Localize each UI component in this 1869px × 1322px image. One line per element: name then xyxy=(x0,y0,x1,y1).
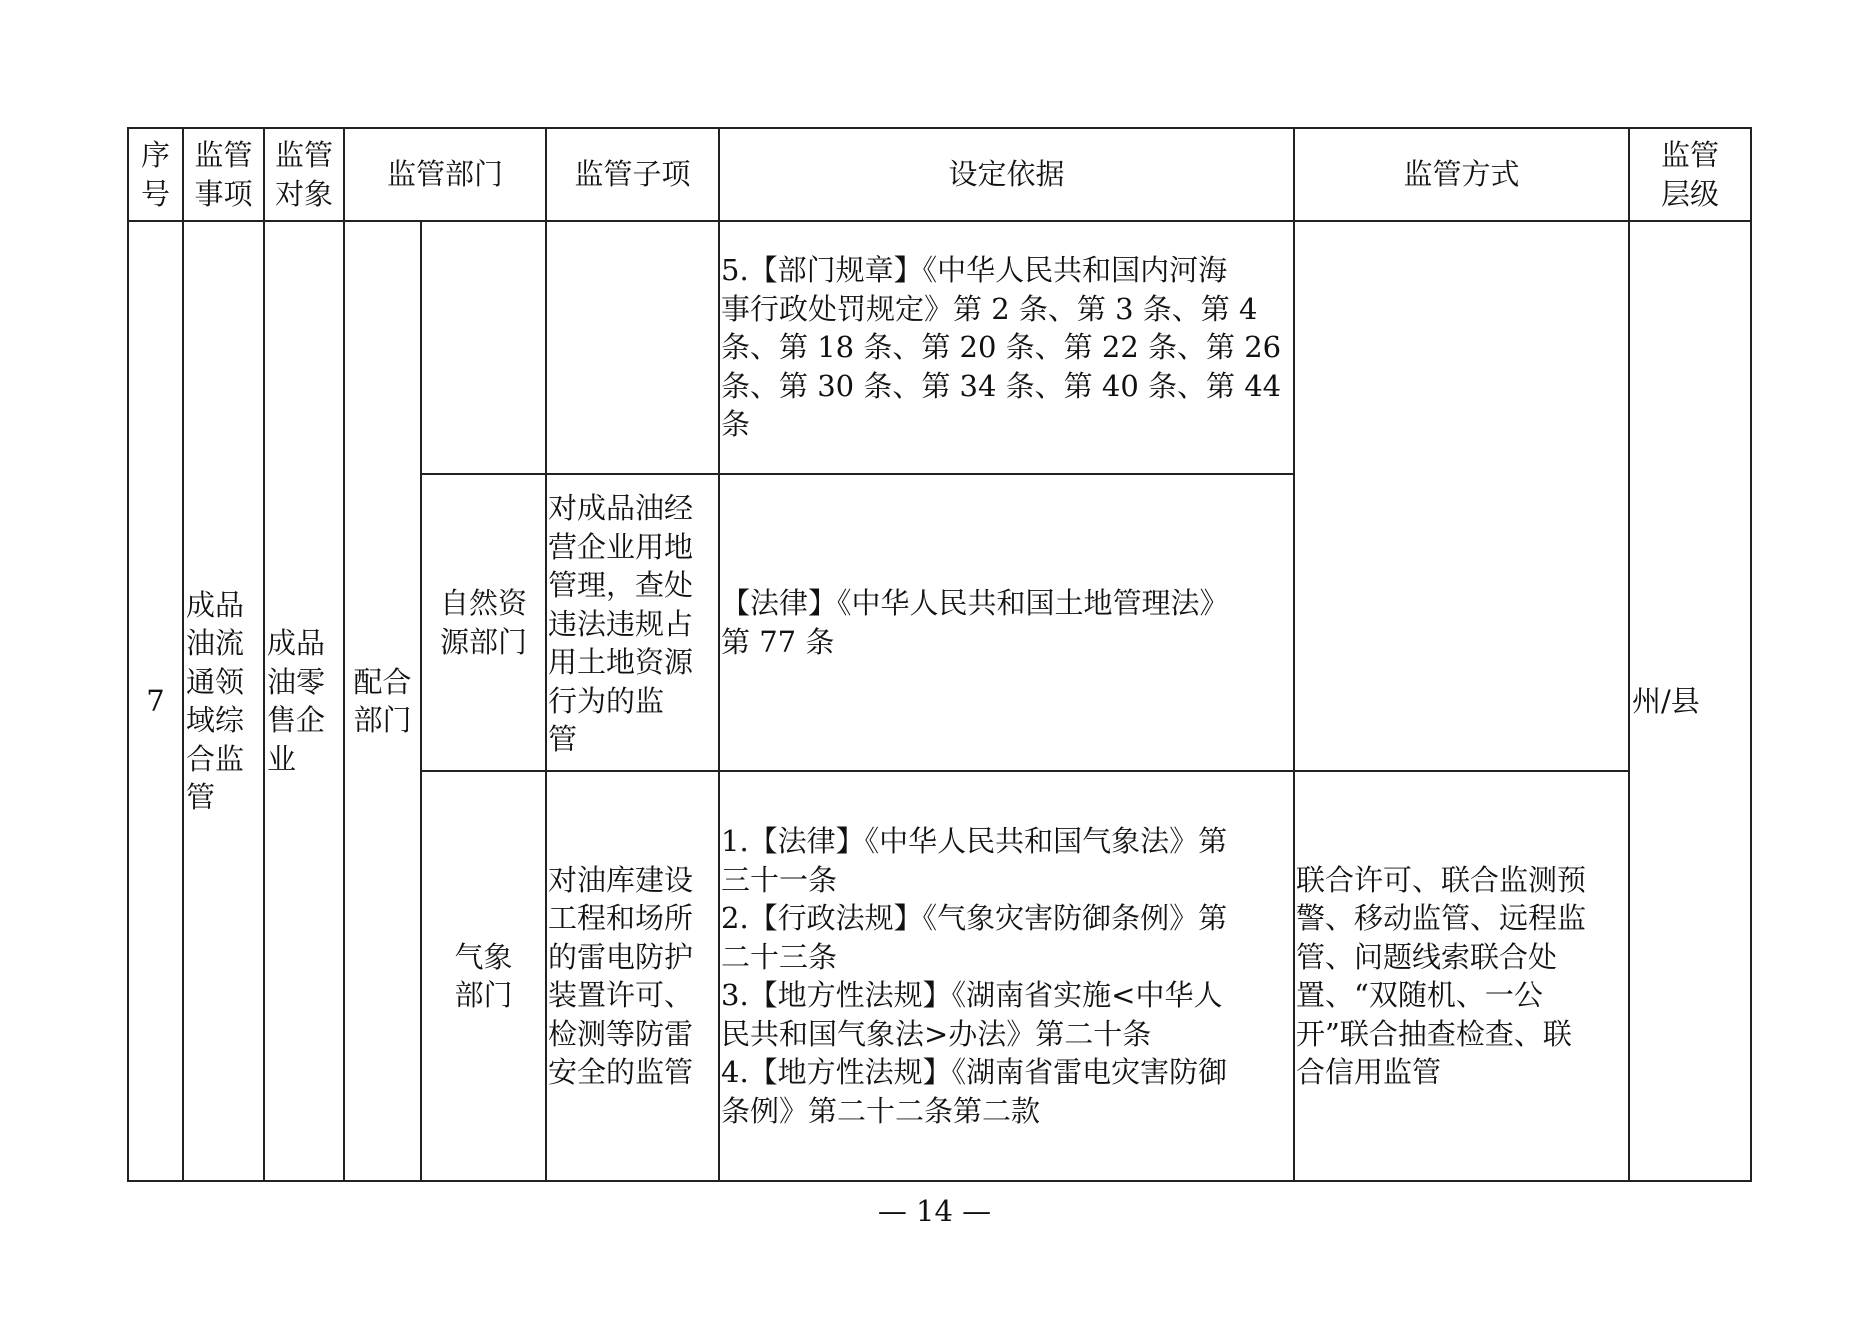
header-basis: 设定依据 xyxy=(948,157,1065,192)
header-level: 监管 层级 xyxy=(1660,138,1719,211)
subrow-1-basis: 5.【部门规章】《中华人民共和国内河海 事行政处罚规定》第 2 条、第 3 条、第 4 条、第 18 条、第 20 条、第 22 条、第 26 条、第 30 条、第 34 条、第 40 条、第 44 条 xyxy=(721,253,1282,441)
row-dept-role xyxy=(345,222,420,1180)
subrow-2-subitem: 对成品油经 营企业用地 管理，查处 违法违规占 用土地资源 行为的监 管 xyxy=(548,491,694,756)
subrow-3-dept xyxy=(422,772,545,1180)
row-item-text: 成品 油流 通领 域综 合监 管 xyxy=(186,587,245,814)
header-object: 监管 对象 xyxy=(274,138,333,211)
header-seq: 序 号 xyxy=(140,138,170,211)
row-item xyxy=(184,222,263,1180)
subrow-3-basis xyxy=(720,772,1293,1180)
row-object xyxy=(265,222,343,1180)
subrow-3-dept-text: 气象 部门 xyxy=(454,939,513,1012)
subrow-1-dept xyxy=(422,222,545,473)
row-dept-role-text: 配合 部门 xyxy=(353,664,412,737)
row-level xyxy=(1630,222,1750,1180)
row-method xyxy=(1295,772,1628,1180)
subrow-3-subitem xyxy=(547,772,718,1180)
grid-line xyxy=(1750,127,1752,1182)
subrow-2-dept-text: 自然资 源部门 xyxy=(439,586,527,659)
header-dept: 监管部门 xyxy=(386,157,503,192)
row-object-text: 成品 油零 售企 业 xyxy=(267,626,326,776)
subrow-2-basis xyxy=(720,475,1293,770)
subrow-1-subitem xyxy=(547,222,718,473)
row-seq xyxy=(129,222,182,1180)
subrow-3-subitem-text: 对油库建设 工程和场所 的雷电防护 装置许可、 检测等防雷 安全的监管 xyxy=(548,862,694,1089)
row-level-text: 州/县 xyxy=(1632,683,1700,718)
subrow-3-basis-text: 1.【法律】《中华人民共和国气象法》第 三十一条 2.【行政法规】《气象灾害防御条例》第 二十三条 3.【地方性法规】《湖南省实施<中华人 民共和国气象法>办法》第二十条 4.【地方性法规】《湖南省雷电灾害防御 条例》第二十二条第二款 xyxy=(721,824,1228,1128)
row-seq-text: 7 xyxy=(146,683,165,718)
subrow-2-basis-text: 【法律】《中华人民共和国土地管理法》 第 77 条 xyxy=(721,586,1229,659)
header-method: 监管方式 xyxy=(1403,157,1520,192)
row-method-text: 联合许可、联合监测预 警、移动监管、远程监 管、问题线索联合处 置、“双随机、一公 开”联合抽查检查、联 合信用监管 xyxy=(1296,862,1587,1089)
subrow-2-dept xyxy=(422,475,545,770)
header-subitem: 监管子项 xyxy=(574,157,691,192)
grid-line xyxy=(127,1180,1752,1182)
page-number: — 14 — xyxy=(877,1194,992,1228)
header-item: 监管 事项 xyxy=(194,138,253,211)
